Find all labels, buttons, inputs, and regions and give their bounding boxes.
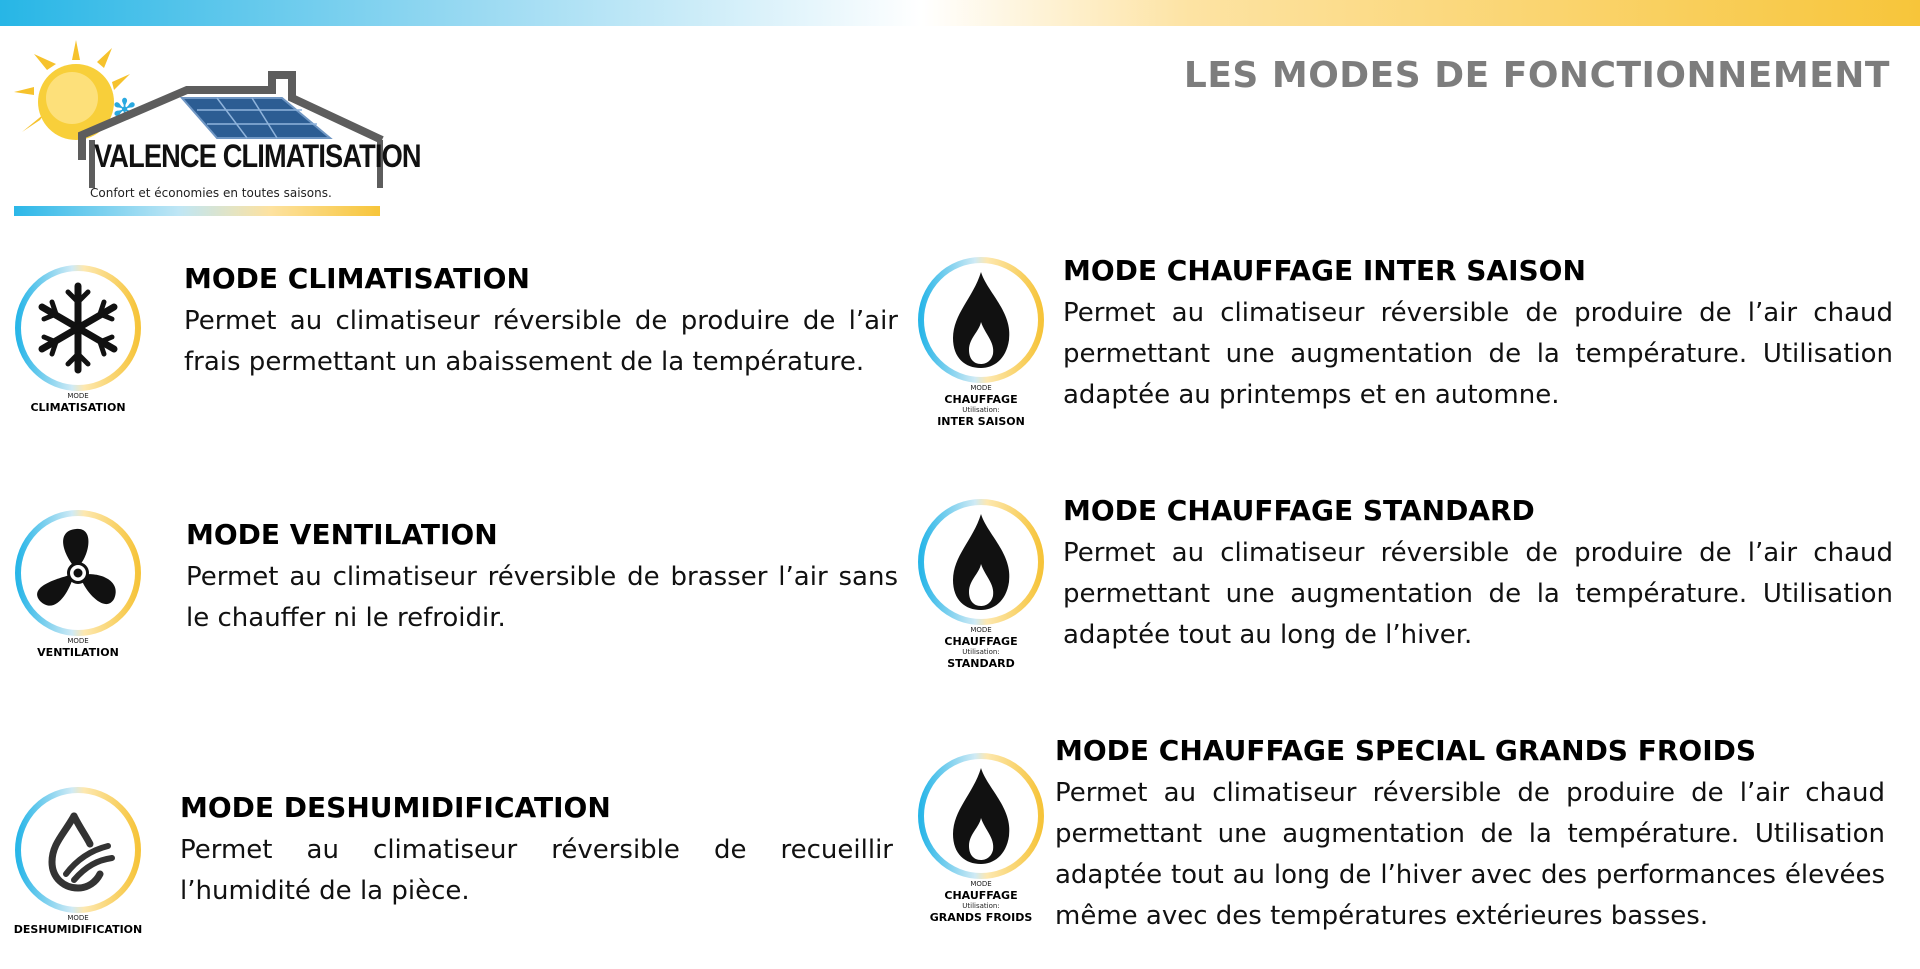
page-title: LES MODES DE FONCTIONNEMENT xyxy=(1183,55,1890,96)
logo-gradient-underline xyxy=(14,206,380,216)
mode-climatisation xyxy=(184,262,898,383)
badge-ventilation xyxy=(8,509,148,659)
badge-chauffage-inter-saison xyxy=(911,256,1051,428)
badge-usage-label: Utilisation: xyxy=(962,406,1000,414)
badge-deshumidification xyxy=(8,786,148,936)
top-gradient-bar xyxy=(0,0,1920,26)
mode-description: Permet au climatiseur réversible de recueillir l’humidité de la pièce. xyxy=(180,835,893,906)
company-logo xyxy=(12,40,421,220)
mode-title: MODE CHAUFFAGE STANDARD xyxy=(1063,494,1535,527)
flame-icon xyxy=(917,752,1045,880)
snowflake-icon xyxy=(14,264,142,392)
badge-climatisation xyxy=(8,264,148,414)
badge-usage-label: Utilisation: xyxy=(962,648,1000,656)
logo-tagline: Confort et économies en toutes saisons. xyxy=(90,186,332,200)
badge-mode-name: CLIMATISATION xyxy=(30,401,126,414)
badge-usage-label: Utilisation: xyxy=(962,902,1000,910)
badge-mode-label: MODE xyxy=(970,880,992,888)
fan-icon xyxy=(14,509,142,637)
badge-mode-name: VENTILATION xyxy=(37,646,119,659)
badge-mode-name: DESHUMIDIFICATION xyxy=(13,923,143,936)
badge-usage-value: GRANDS FROIDS xyxy=(929,911,1033,924)
mode-chauffage-standard xyxy=(1063,494,1893,656)
mode-title: MODE DESHUMIDIFICATION xyxy=(180,791,611,824)
badge-chauffage-grands-froids xyxy=(911,752,1051,924)
mode-description: Permet au climatiseur réversible de produire de l’air frais permettant un abaissement de la température. xyxy=(184,306,898,377)
logo-brand-text: VALENCE CLIMATISATION xyxy=(94,138,421,174)
mode-description: Permet au climatiseur réversible de brasser l’air sans le chauffer ni le refroidir. xyxy=(186,562,898,633)
badge-mode-name: CHAUFFAGE xyxy=(944,393,1018,406)
mode-description: Permet au climatiseur réversible de produire de l’air chaud permettant une augmentation de la température. Utilisation adaptée tout au long de l’hiver. xyxy=(1063,538,1893,650)
mode-ventilation xyxy=(186,518,898,639)
badge-mode-label: MODE xyxy=(67,392,89,400)
mode-title: MODE VENTILATION xyxy=(186,518,498,551)
svg-text:✻: ✻ xyxy=(112,93,138,128)
mode-description: Permet au climatiseur réversible de produire de l’air chaud permettant une augmentation de la température. Utilisation adaptée tout au long de l’hiver avec des performances élevées même avec des températures extérieures basses. xyxy=(1055,778,1885,931)
mode-chauffage-grands-froids xyxy=(1055,734,1885,937)
mode-chauffage-inter-saison xyxy=(1063,254,1893,416)
badge-mode-label: MODE xyxy=(970,626,992,634)
mode-description: Permet au climatiseur réversible de produire de l’air chaud permettant une augmentation de la température. Utilisation adaptée au printemps et en automne. xyxy=(1063,298,1893,410)
badge-mode-name: CHAUFFAGE xyxy=(944,889,1018,902)
mode-title: MODE CHAUFFAGE SPECIAL GRANDS FROIDS xyxy=(1055,734,1757,767)
badge-mode-label: MODE xyxy=(970,384,992,392)
badge-chauffage-standard xyxy=(911,498,1051,670)
badge-mode-label: MODE xyxy=(67,914,89,922)
badge-mode-label: MODE xyxy=(67,637,89,645)
flame-icon xyxy=(917,256,1045,384)
badge-mode-name: CHAUFFAGE xyxy=(944,635,1018,648)
mode-deshumidification xyxy=(180,791,893,912)
mode-title: MODE CLIMATISATION xyxy=(184,262,530,295)
flame-icon xyxy=(917,498,1045,626)
badge-usage-value: STANDARD xyxy=(947,657,1015,670)
dehumidify-drop-icon xyxy=(14,786,142,914)
badge-usage-value: INTER SAISON xyxy=(937,415,1025,428)
mode-title: MODE CHAUFFAGE INTER SAISON xyxy=(1063,254,1586,287)
